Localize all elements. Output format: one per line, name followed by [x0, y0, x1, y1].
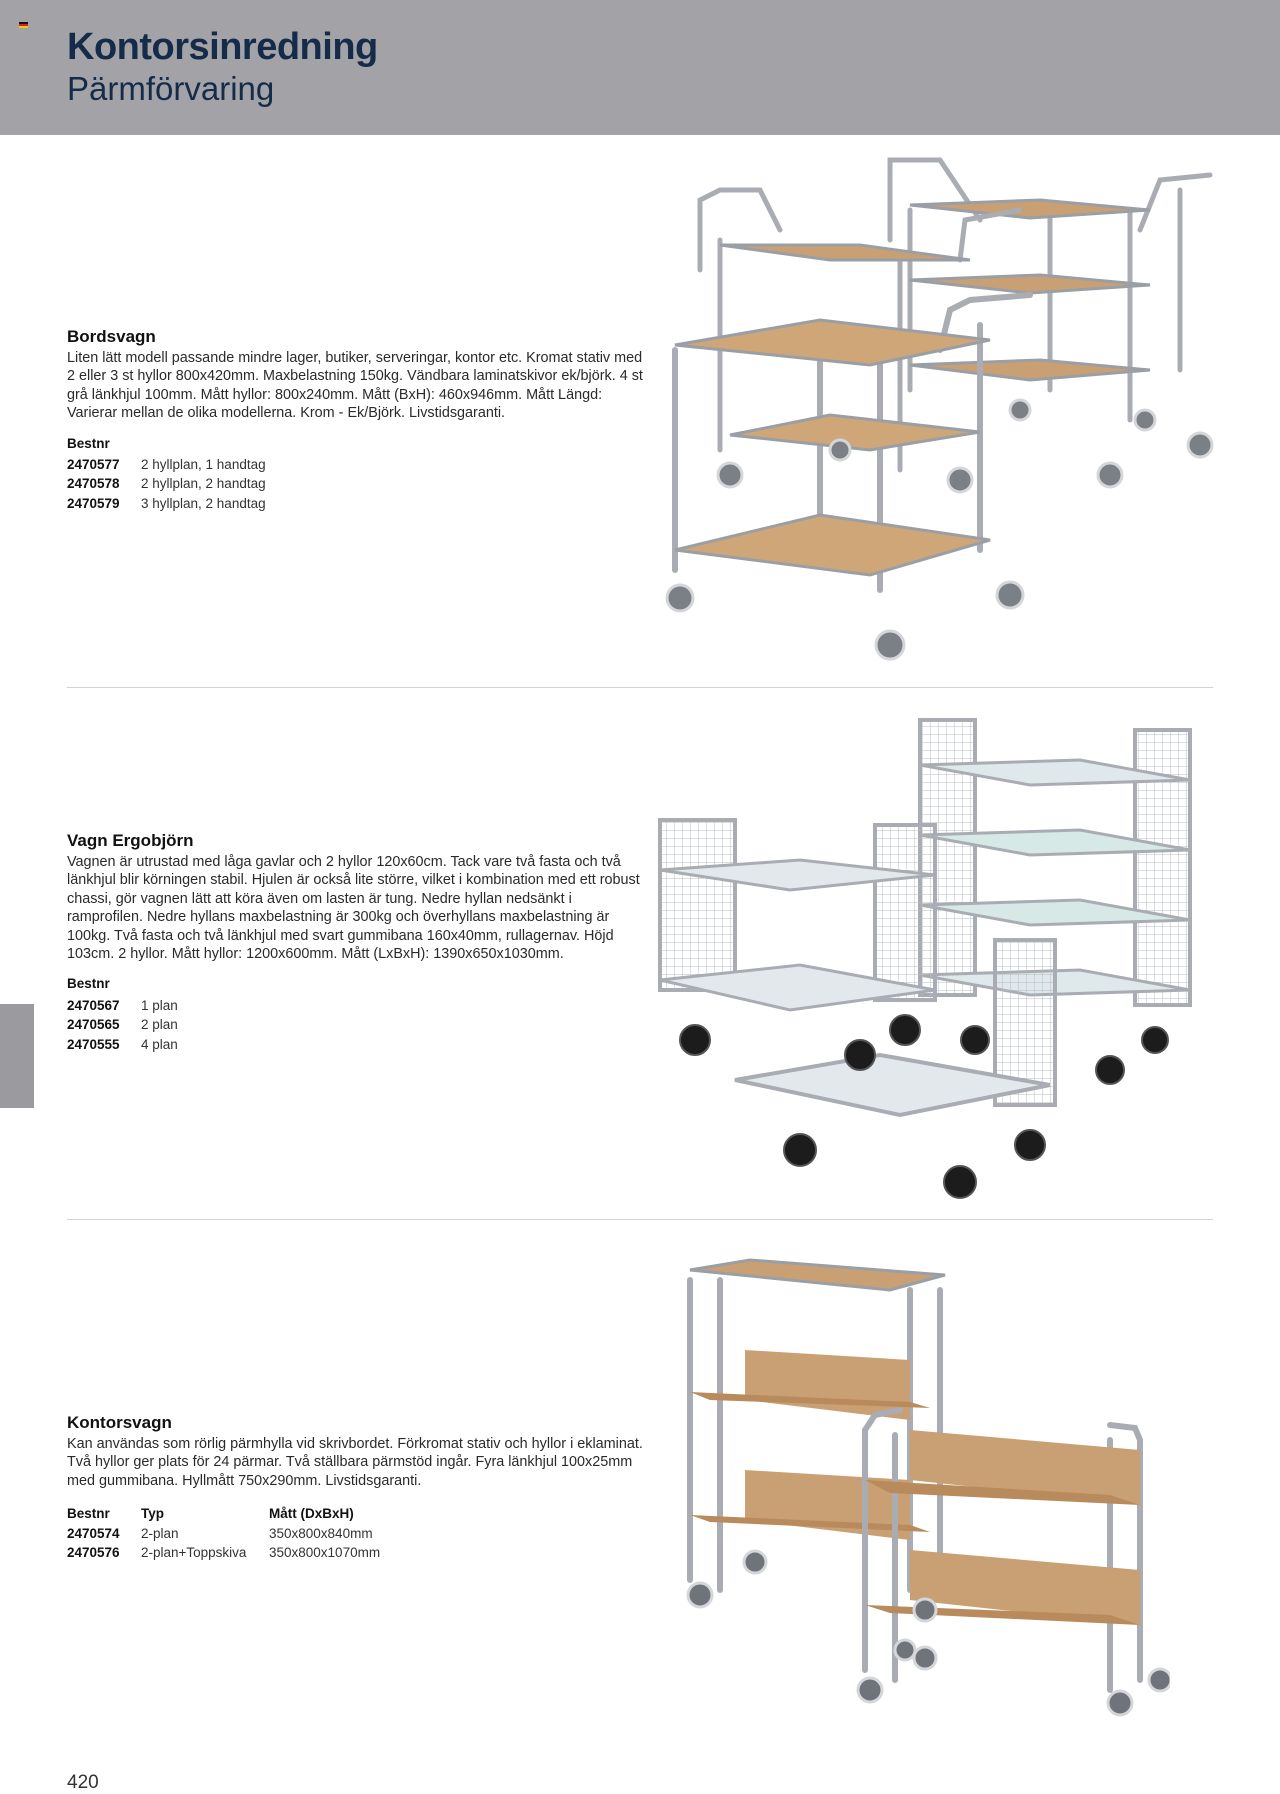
product-description: Vagnen är utrustad med låga gavlar och 2 hyllor 120x60cm. Tack vare två fasta och två länkhjul blir körningen stabil. Hjulen är också lite större, vilket i kombination med ett robust chassi, gör vagnen lätt att köra även om lasten är tung. Nedre hyllan nedsänkt i ramprofilen. Nedre hyllans maxbelastning är 300kg och överhyllans maxbelastning är 100kg. Två fasta och två länkhjul med svart gummibana 160x40mm, rullagernav. Höjd 103cm. 2 hyllor. Mått hyllor: 1200x600mm. Mått (LxBxH): 1390x650x1030mm.	[67, 854, 640, 963]
page-header	[0, 0, 1280, 135]
article-type: 2-plan+Toppskiva	[141, 1545, 247, 1561]
page-title: Kontorsinredning	[67, 26, 378, 68]
page-subtitle: Pärmförvaring	[67, 70, 275, 107]
table-row	[67, 1543, 380, 1563]
product-vagn-ergobjorn	[67, 831, 647, 1054]
article-text: 4 plan	[141, 1036, 178, 1052]
article-number: 2470579	[67, 495, 120, 511]
article-text: 2 plan	[141, 1017, 178, 1033]
table-row	[67, 474, 266, 494]
table-row	[67, 1015, 178, 1035]
table-row	[67, 1524, 380, 1544]
article-number: 2470578	[67, 476, 120, 492]
article-text: 3 hyllplan, 2 handtag	[141, 495, 266, 511]
product-title: Vagn Ergobjörn	[67, 831, 194, 850]
article-number: 2470577	[67, 456, 120, 472]
article-dimensions: 350x800x1070mm	[269, 1545, 381, 1561]
section-divider	[67, 1219, 1213, 1220]
article-text: 1 plan	[141, 997, 178, 1013]
article-number: 2470576	[67, 1545, 120, 1561]
table-row	[67, 995, 178, 1015]
table-row	[67, 494, 266, 514]
page-number: 420	[67, 1772, 99, 1793]
table-header-row	[67, 1504, 380, 1524]
column-header-bestnr: Bestnr	[67, 1506, 110, 1522]
article-table	[67, 995, 178, 1054]
article-number: 2470574	[67, 1525, 120, 1541]
product-title: Kontorsvagn	[67, 1413, 172, 1432]
bestnr-heading: Bestnr	[67, 435, 110, 451]
article-number: 2470565	[67, 1017, 120, 1033]
product-bordsvagn	[67, 327, 647, 513]
product-kontorsvagn	[67, 1413, 647, 1563]
table-row	[67, 1034, 178, 1054]
article-dimensions: 350x800x840mm	[269, 1525, 373, 1541]
article-type: 2-plan	[141, 1525, 179, 1541]
article-number: 2470555	[67, 1036, 120, 1052]
section-divider	[67, 687, 1213, 688]
product-title: Bordsvagn	[67, 327, 156, 346]
bordsvagn-product-image	[640, 150, 1230, 670]
kontorsvagn-product-image	[670, 1250, 1170, 1770]
language-flag-icon	[19, 22, 28, 28]
vagn-ergobjorn-product-image	[650, 710, 1230, 1210]
product-description: Liten lätt modell passande mindre lager, butiker, serveringar, kontor etc. Kromat stativ med 2 eller 3 st hyllor 800x420mm. Maxbelastning 150kg. Vändbara laminatskivor ek/björk. 4 st grå länkhjul 100mm. Mått hyllor: 800x240mm. Mått (BxH): 460x946mm. Mått Längd: Varierar mellan de olika modellerna. Krom - Ek/Björk. Livstidsgaranti.	[67, 350, 643, 422]
column-header-matt: Mått (DxBxH)	[269, 1506, 354, 1522]
bestnr-heading: Bestnr	[67, 976, 110, 992]
product-description: Kan användas som rörlig pärmhylla vid skrivbordet. Förkromat stativ och hyllor i eklaminat. Två hyllor ger plats för 24 pärmar. Två ställbara pärmstöd ingår. Fyra länkhjul 100x25mm med gummibana. Hyllmått 750x290mm. Livstidsgaranti.	[67, 1436, 643, 1489]
article-number: 2470567	[67, 997, 120, 1013]
chapter-side-tab	[0, 1004, 34, 1108]
article-text: 2 hyllplan, 2 handtag	[141, 476, 266, 492]
article-table	[67, 455, 266, 514]
article-text: 2 hyllplan, 1 handtag	[141, 456, 266, 472]
article-table	[67, 1504, 380, 1563]
table-row	[67, 455, 266, 475]
column-header-typ: Typ	[141, 1506, 164, 1522]
